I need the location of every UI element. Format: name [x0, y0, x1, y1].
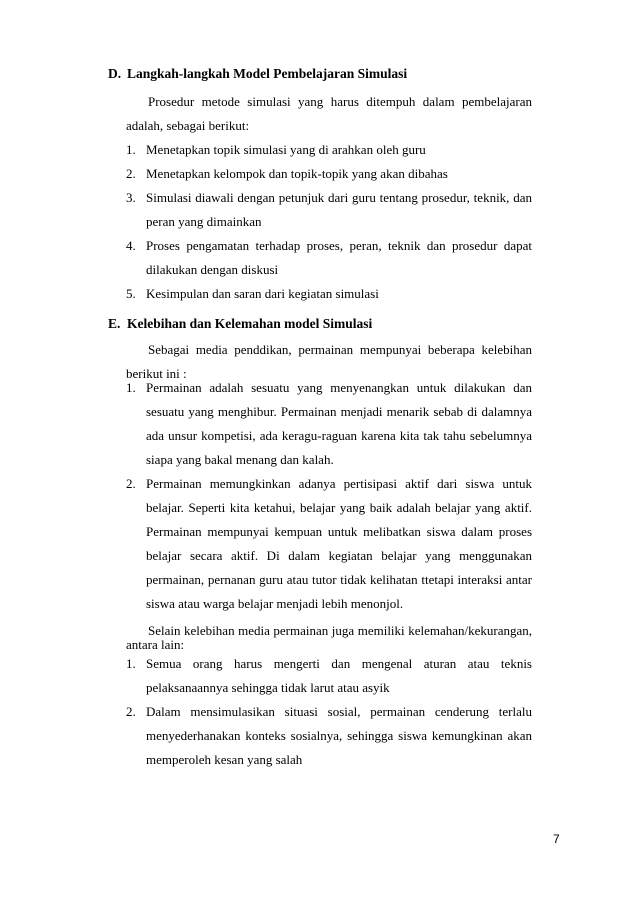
item-text: Dalam mensimulasikan situasi sosial, permainan cenderung terlalu menyederhanakan konteks sosialnya, sehingga siswa kemungkinan akan memperoleh kesan yang salah [146, 704, 532, 767]
item-number: 2. [126, 704, 136, 719]
item-text: Menetapkan topik simulasi yang di arahkan oleh guru [146, 142, 426, 157]
item-number: 1. [126, 142, 136, 157]
item-number: 4. [126, 238, 136, 253]
item-number: 5. [126, 286, 136, 301]
list-item [126, 138, 532, 162]
item-text: Permainan memungkinkan adanya pertisipasi aktif dari siswa untuk belajar. Seperti kita ketahui, belajar yang baik adalah belajar yang aktif. Permainan mempunyai kempuan untuk melibatkan siswa dalam proses belajar secara aktif. Di dalam kegiatan belajar yang menggunakan permainan, pernanan guru atau tutor tidak kelihatan ttetapi interaksi antar siswa atau warga belajar menjadi lebih menonjol. [146, 476, 532, 611]
item-text: Proses pengamatan terhadap proses, peran, teknik dan prosedur dapat dilakukan dengan diskusi [146, 238, 532, 277]
list-item [126, 700, 532, 772]
section-e-heading [108, 316, 372, 332]
list-item [126, 234, 532, 282]
section-e-letter: E. [108, 316, 121, 331]
page-number: 7 [553, 832, 560, 846]
item-number: 2. [126, 476, 136, 491]
kelebihan-list [126, 376, 532, 616]
section-d-steps-list [126, 138, 532, 306]
item-text: Permainan adalah sesuatu yang menyenangkan untuk dilakukan dan sesuatu yang menghibur. Permainan menjadi menarik sebab di dalamnya ada unsur kompetisi, ada keragu-raguan karena kita tak tahu sebelumnya siapa yang bakal menang dan kalah. [146, 380, 532, 467]
item-text: Menetapkan kelompok dan topik-topik yang akan dibahas [146, 166, 448, 181]
list-item [126, 472, 532, 616]
kelemahan-list [126, 652, 532, 772]
section-e-title: Kelebihan dan Kelemahan model Simulasi [127, 316, 373, 331]
section-d-intro: Prosedur metode simulasi yang harus ditempuh dalam pembelajaran adalah, sebagai berikut: [126, 94, 532, 133]
list-item [126, 282, 532, 306]
section-d-letter: D. [108, 66, 122, 81]
section-d-heading [108, 66, 407, 82]
item-number: 2. [126, 166, 136, 181]
item-text: Semua orang harus mengerti dan mengenal aturan atau teknis pelaksanaannya sehingga tidak larut atau asyik [146, 656, 532, 695]
item-text: Kesimpulan dan saran dari kegiatan simulasi [146, 286, 379, 301]
list-item [126, 162, 532, 186]
list-item [126, 376, 532, 472]
item-number: 3. [126, 190, 136, 205]
item-text: Simulasi diawali dengan petunjuk dari guru tentang prosedur, teknik, dan peran yang dimainkan [146, 190, 532, 229]
item-number: 1. [126, 380, 136, 395]
kelemahan-intro: Selain kelebihan media permainan juga memiliki kelemahan/kekurangan, antara lain: [126, 623, 532, 652]
list-item [126, 652, 532, 700]
list-item [126, 186, 532, 234]
section-d-title: Langkah-langkah Model Pembelajaran Simulasi [127, 66, 408, 81]
section-e-intro: Sebagai media penddikan, permainan mempunyai beberapa kelebihan berikut ini : [126, 342, 532, 381]
item-number: 1. [126, 656, 136, 671]
